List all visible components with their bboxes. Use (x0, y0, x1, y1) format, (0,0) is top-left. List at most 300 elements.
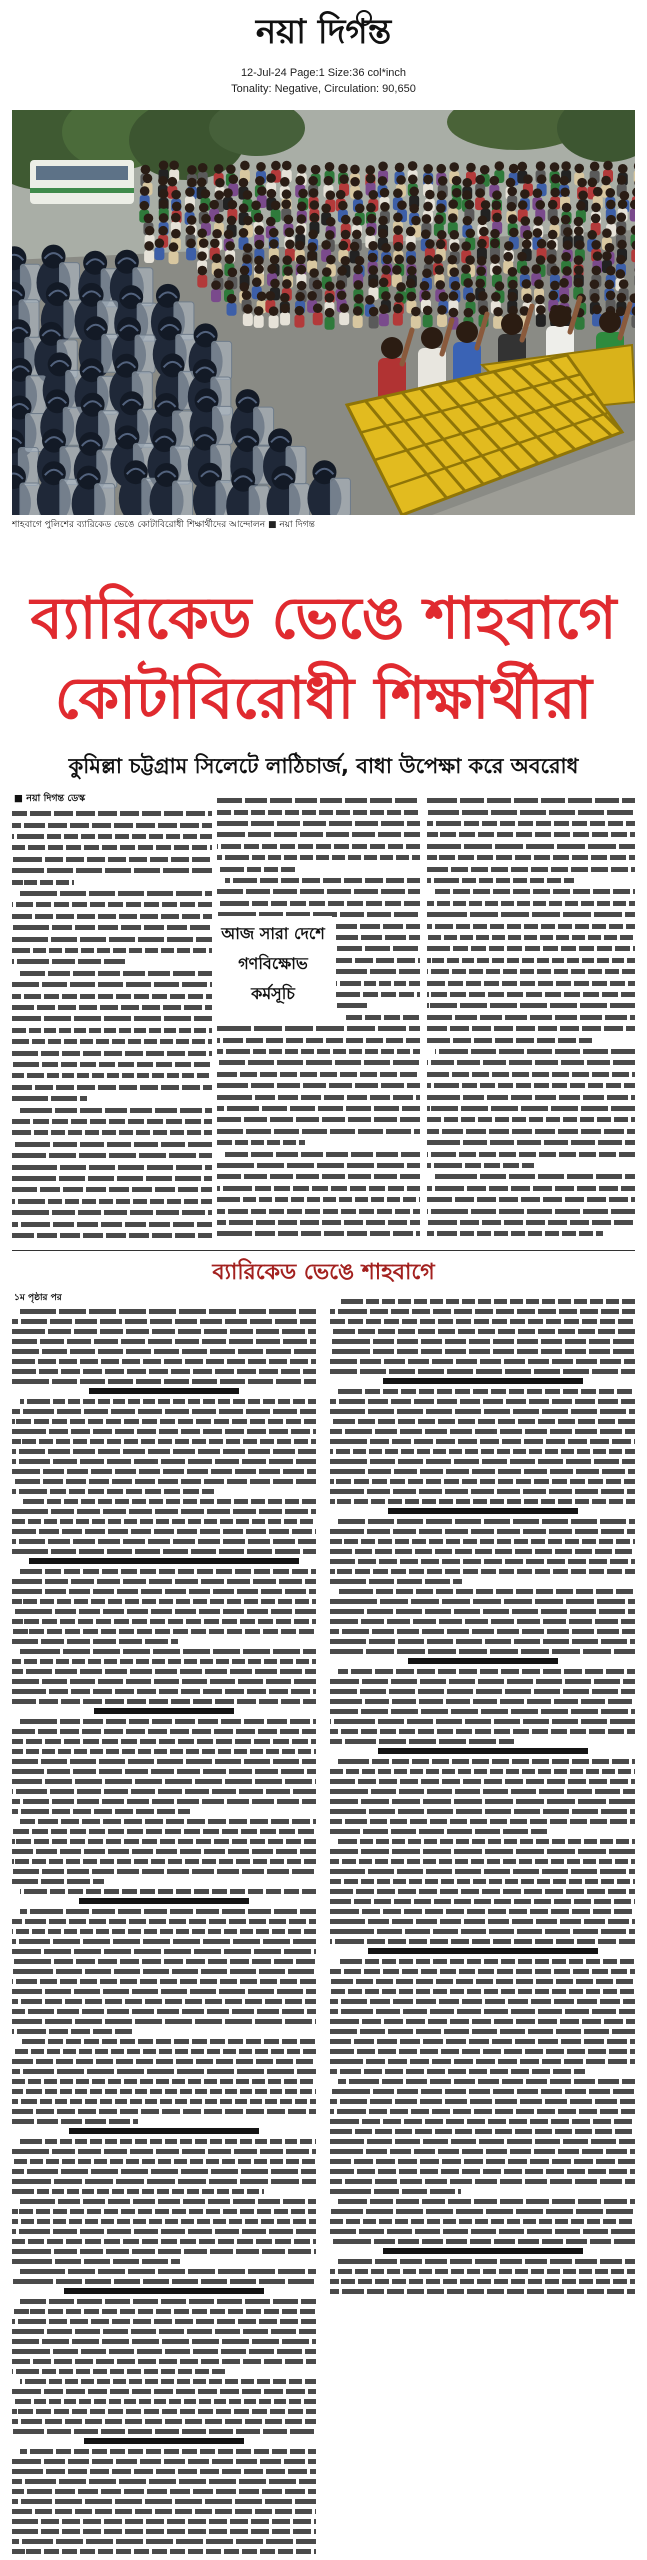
article-text-line (217, 1095, 420, 1100)
article-text-line (330, 1719, 635, 1724)
protester-head (559, 176, 569, 186)
protester-head (169, 160, 179, 170)
protester-head (509, 164, 519, 174)
article-text-line (12, 2109, 316, 2114)
article-text-line (330, 1699, 635, 1704)
article-text-line (330, 1569, 635, 1574)
article-text-line (12, 2519, 316, 2524)
protester-head (591, 240, 601, 250)
article-text-line (330, 1629, 635, 1634)
protester-head (339, 241, 349, 251)
article-text-line (330, 1309, 635, 1314)
article-text-line (330, 1449, 635, 1454)
article-text-line (12, 2409, 316, 2414)
article-text-line (338, 2199, 635, 2204)
protester-head (298, 189, 308, 199)
article-text-line (330, 2169, 635, 2174)
protester-body (369, 316, 379, 329)
article-text-line (427, 844, 635, 849)
protester-head (197, 251, 207, 261)
article-text-line (12, 1949, 316, 1954)
article-text-line (225, 878, 420, 883)
protester-head (243, 304, 253, 314)
protester-head (561, 215, 571, 225)
article-text-line (12, 1429, 316, 1434)
protester-head (337, 290, 347, 300)
protester-head (269, 239, 279, 249)
protester-head (187, 215, 197, 225)
protester-head (209, 200, 219, 210)
protester-head (561, 161, 571, 171)
article-text-line (217, 1026, 420, 1031)
protester-head (479, 227, 489, 237)
article-text-line (330, 2039, 635, 2044)
protester-head (185, 187, 195, 197)
article-text-line (20, 891, 212, 896)
protester-head (476, 266, 486, 276)
protester-head (197, 228, 207, 238)
protester-head (452, 188, 462, 198)
protester-head (394, 293, 404, 303)
article-text-line (12, 880, 74, 885)
protester-head (618, 199, 628, 209)
protester-head (380, 202, 390, 212)
protester-head (211, 280, 221, 290)
article-text-line (217, 1072, 420, 1077)
protester-head (520, 265, 530, 275)
protester-head (308, 176, 318, 186)
protester-head (536, 255, 546, 265)
article-text-line (12, 1419, 316, 1424)
article-subheading (94, 1708, 234, 1714)
protester-head (547, 254, 557, 264)
protester-body (437, 314, 447, 327)
protester-head (159, 213, 169, 223)
article-text-line (330, 1979, 635, 1984)
protester-head (393, 304, 403, 314)
protester-head (266, 291, 276, 301)
article-text-line (336, 958, 420, 963)
protester-head (212, 253, 222, 263)
article-text-line (12, 1073, 212, 1078)
protester-head (562, 203, 572, 213)
protester-head (229, 174, 239, 184)
protester-body (339, 312, 349, 325)
protester-head (478, 216, 488, 226)
protester-head (353, 306, 363, 316)
protester-head (421, 229, 431, 239)
protester-head (199, 238, 209, 248)
article-text-line (12, 2459, 316, 2464)
article-subheading (368, 1948, 598, 1954)
article-text-line (427, 1117, 635, 1122)
protester-head (214, 164, 224, 174)
article-text-line (12, 2209, 316, 2214)
protester-head (424, 255, 434, 265)
article-text-line (12, 2509, 316, 2514)
highlight-box-line-2: গণবিক্ষোভ (238, 954, 308, 973)
article-text-line (336, 992, 420, 997)
protester-head (523, 293, 533, 303)
protester-head (297, 214, 307, 224)
protester-head (240, 266, 250, 276)
protester-head (408, 161, 418, 171)
riot-shield (249, 486, 269, 515)
protester-head (239, 282, 249, 292)
protester-head (437, 230, 447, 240)
article-text-line (12, 1233, 212, 1238)
protester-head (368, 265, 378, 275)
article-text-line (427, 1186, 635, 1191)
article-text-line (338, 1299, 635, 1304)
article-text-line (12, 2239, 316, 2244)
protester-head (456, 321, 478, 343)
protester-head (520, 189, 530, 199)
protester-head (560, 294, 570, 304)
protester-head (282, 189, 292, 199)
article-text-line (427, 798, 635, 803)
article-text-line (217, 1038, 420, 1043)
protester-head (393, 225, 403, 235)
protester-head (226, 164, 236, 174)
protester-head (158, 226, 168, 236)
article-text-line (330, 1599, 635, 1604)
article-text-line (12, 948, 212, 953)
protester-head (270, 255, 280, 265)
protester-head (523, 174, 533, 184)
protester-head (575, 240, 585, 250)
protester-head (451, 281, 461, 291)
article-text-line (12, 2279, 316, 2284)
article-text-line (330, 2129, 635, 2134)
protester-head (239, 178, 249, 188)
protester-head (436, 240, 446, 250)
protester-head (267, 264, 277, 274)
protester-head (339, 303, 349, 313)
protester-head (307, 251, 317, 261)
article-text-line (12, 914, 212, 919)
protester-head (365, 295, 375, 305)
article-text-line (330, 2179, 635, 2184)
protester-body (353, 315, 363, 328)
protester-head (591, 203, 601, 213)
article-text-line (427, 958, 635, 963)
photo-credit: ■ নয়া দিগন্ত (267, 520, 315, 530)
protester-head (590, 279, 600, 289)
protester-head (435, 265, 445, 275)
article-text-line (12, 2119, 138, 2124)
article-text-line (12, 959, 125, 964)
protester-head (186, 239, 196, 249)
protester-head (394, 255, 404, 265)
article-text-line (330, 1789, 635, 1794)
article-text-line (12, 2359, 316, 2364)
highlight-box-line-1: আজ সারা দেশে (221, 924, 325, 943)
protester-head (605, 243, 615, 253)
article-text-line (12, 1369, 316, 1374)
protester-head (282, 279, 292, 289)
protester-head (534, 279, 544, 289)
protester-head (367, 214, 377, 224)
article-text-line (330, 1559, 635, 1564)
article-text-line (12, 1839, 316, 1844)
protester-head (252, 277, 262, 287)
protester-head (338, 201, 348, 211)
article-text-line (20, 2039, 316, 2044)
article-text-line (12, 1799, 316, 1804)
protester-head (523, 230, 533, 240)
protester-head (425, 239, 435, 249)
article-text-line (12, 1829, 316, 1834)
protester-head (550, 188, 560, 198)
article-text-line (427, 1129, 635, 1134)
protester-head (383, 255, 393, 265)
protester-head (549, 305, 571, 327)
protester-head (198, 266, 208, 276)
protester-head (420, 281, 430, 291)
article-text-line (338, 1959, 635, 1964)
article-text-line (12, 2049, 316, 2054)
article-text-line (12, 1130, 212, 1135)
article-text-line (330, 1799, 635, 1804)
article-text-line (12, 811, 212, 816)
protester-head (411, 216, 421, 226)
article-text-line (12, 823, 212, 828)
article-subheading (408, 1658, 558, 1664)
article-text-line (12, 1659, 316, 1664)
protester-body (294, 315, 304, 328)
protester-head (533, 216, 543, 226)
article-text-line (12, 1969, 316, 1974)
protester-body (631, 249, 635, 262)
protester-head (243, 190, 253, 200)
protester-head (550, 162, 560, 172)
article-text-line (427, 1060, 635, 1065)
protester-head (215, 178, 225, 188)
article-text-line (344, 1015, 420, 1020)
protester-body (423, 314, 433, 327)
protester-head (618, 164, 628, 174)
protester-head (461, 241, 471, 251)
protester-head (295, 292, 305, 302)
protester-head (397, 200, 407, 210)
protester-head (214, 268, 224, 278)
protester-head (481, 200, 491, 210)
protester-head (396, 282, 406, 292)
protester-head (475, 175, 485, 185)
article-text-line (330, 2289, 635, 2294)
protester-head (406, 279, 416, 289)
protester-head (251, 201, 261, 211)
article-text-line (12, 1979, 316, 1984)
protester-head (240, 161, 250, 171)
article-text-line (12, 2249, 316, 2254)
article-text-line (12, 1199, 212, 1204)
article-text-line (330, 2009, 635, 2014)
protester-head (574, 217, 584, 227)
protester-head (242, 290, 252, 300)
protester-head (187, 178, 197, 188)
protester-head (224, 229, 234, 239)
protester-head (578, 190, 588, 200)
protester-head (536, 305, 546, 315)
protester-head (591, 214, 601, 224)
article-text-line (12, 1039, 212, 1044)
article-text-line (427, 867, 635, 872)
protester-head (478, 291, 488, 301)
protester-head (448, 213, 458, 223)
article-text-line (20, 1499, 316, 1504)
article-text-line (12, 1919, 316, 1924)
article-text-line (217, 1231, 420, 1236)
protester-head (601, 176, 611, 186)
article-text-line (330, 2029, 635, 2034)
article-text-line (330, 1929, 635, 1934)
article-text-line (217, 1163, 420, 1168)
article-text-line (427, 1231, 603, 1236)
article-text-line (330, 1859, 635, 1864)
article-text-line (12, 834, 212, 839)
protester-head (270, 279, 280, 289)
protester-head (593, 187, 603, 197)
article-text-line (338, 1839, 635, 1844)
protester-head (466, 293, 476, 303)
protester-head (433, 254, 443, 264)
protester-head (350, 177, 360, 187)
protester-head (449, 267, 459, 277)
protester-head (616, 255, 626, 265)
protester-head (224, 280, 234, 290)
protester-head (533, 188, 543, 198)
protester-head (504, 241, 514, 251)
article-text-line (12, 1759, 316, 1764)
protester-head (434, 214, 444, 224)
article-text-line (338, 1759, 635, 1764)
article-text-line (12, 1085, 212, 1090)
protester-head (228, 268, 238, 278)
bus-windows (36, 166, 128, 180)
article-text-line (12, 2019, 316, 2024)
article-text-line (12, 2029, 132, 2034)
article-text-line (20, 2449, 316, 2454)
article-text-line (12, 857, 212, 862)
protester-head (282, 161, 292, 171)
article-text-line (217, 1186, 420, 1191)
protester-head (326, 255, 336, 265)
article-text-line (427, 1003, 635, 1008)
protester-head (228, 200, 238, 210)
news-photo-image (12, 110, 635, 515)
protester-head (574, 265, 584, 275)
protester-head (269, 306, 279, 316)
protester-head (394, 242, 404, 252)
protester-body (280, 312, 290, 325)
article-text-line (330, 1579, 462, 1584)
article-text-line (20, 1909, 316, 1914)
article-text-line (12, 2159, 316, 2164)
protester-head (257, 291, 267, 301)
protester-head (480, 165, 490, 175)
protester-head (577, 178, 587, 188)
protester-head (561, 252, 571, 262)
article-text-line (12, 1849, 316, 1854)
article-text-line (12, 1409, 316, 1414)
article-text-line (217, 855, 420, 860)
protester-body (169, 251, 179, 264)
article-text-line (12, 2259, 180, 2264)
article-text-line (338, 1389, 635, 1394)
protester-head (283, 266, 293, 276)
protester-head (616, 226, 626, 236)
protester-body (197, 275, 207, 288)
protester-head (495, 281, 505, 291)
article-text-line (427, 1140, 635, 1145)
article-text-line (217, 844, 420, 849)
protester-head (574, 164, 584, 174)
article-text-line (330, 1319, 635, 1324)
protester-body (393, 313, 403, 326)
article-text-line (20, 2269, 316, 2274)
protester-head (590, 293, 600, 303)
article-text-line (217, 821, 420, 826)
protester-head (355, 256, 365, 266)
article-text-line (330, 1939, 635, 1944)
article-text-line (12, 1339, 316, 1344)
protester-head (257, 186, 267, 196)
article-text-line (12, 1989, 316, 1994)
protester-head (550, 281, 560, 291)
protester-head (421, 291, 431, 301)
article-text-line (12, 868, 212, 873)
article-text-line (330, 2269, 635, 2274)
article-text-line (12, 1869, 316, 1874)
article-subheading (383, 1378, 583, 1384)
article-text-line (330, 1609, 635, 1614)
article-text-line (12, 1489, 214, 1494)
article-text-line (330, 1529, 635, 1534)
article-text-line (12, 1142, 212, 1147)
protester-head (549, 291, 559, 301)
protester-head (369, 278, 379, 288)
article-text-line (435, 1049, 635, 1054)
protester-head (353, 265, 363, 275)
protester-head (378, 229, 388, 239)
article-text-line (427, 832, 635, 837)
protester-head (563, 227, 573, 237)
article-text-line (12, 1222, 212, 1227)
protester-head (449, 162, 459, 172)
protester-head (225, 254, 235, 264)
article-text-line (427, 912, 635, 917)
protester-head (450, 242, 460, 252)
article-text-line (12, 1669, 316, 1674)
riot-shield (173, 481, 193, 515)
protester-head (353, 190, 363, 200)
article-text-line (12, 1739, 316, 1744)
protester-head (531, 264, 541, 274)
protester-head (592, 266, 602, 276)
article-subheading (388, 1508, 578, 1514)
article-text-line (12, 2219, 316, 2224)
protester-head (350, 242, 360, 252)
article-text-line (12, 2339, 316, 2344)
article-text-line (12, 925, 212, 930)
article-text-line (330, 1849, 635, 1854)
article-text-line (20, 971, 212, 976)
protester-head (308, 230, 318, 240)
article-text-line (427, 981, 635, 986)
protester-head (439, 292, 449, 302)
